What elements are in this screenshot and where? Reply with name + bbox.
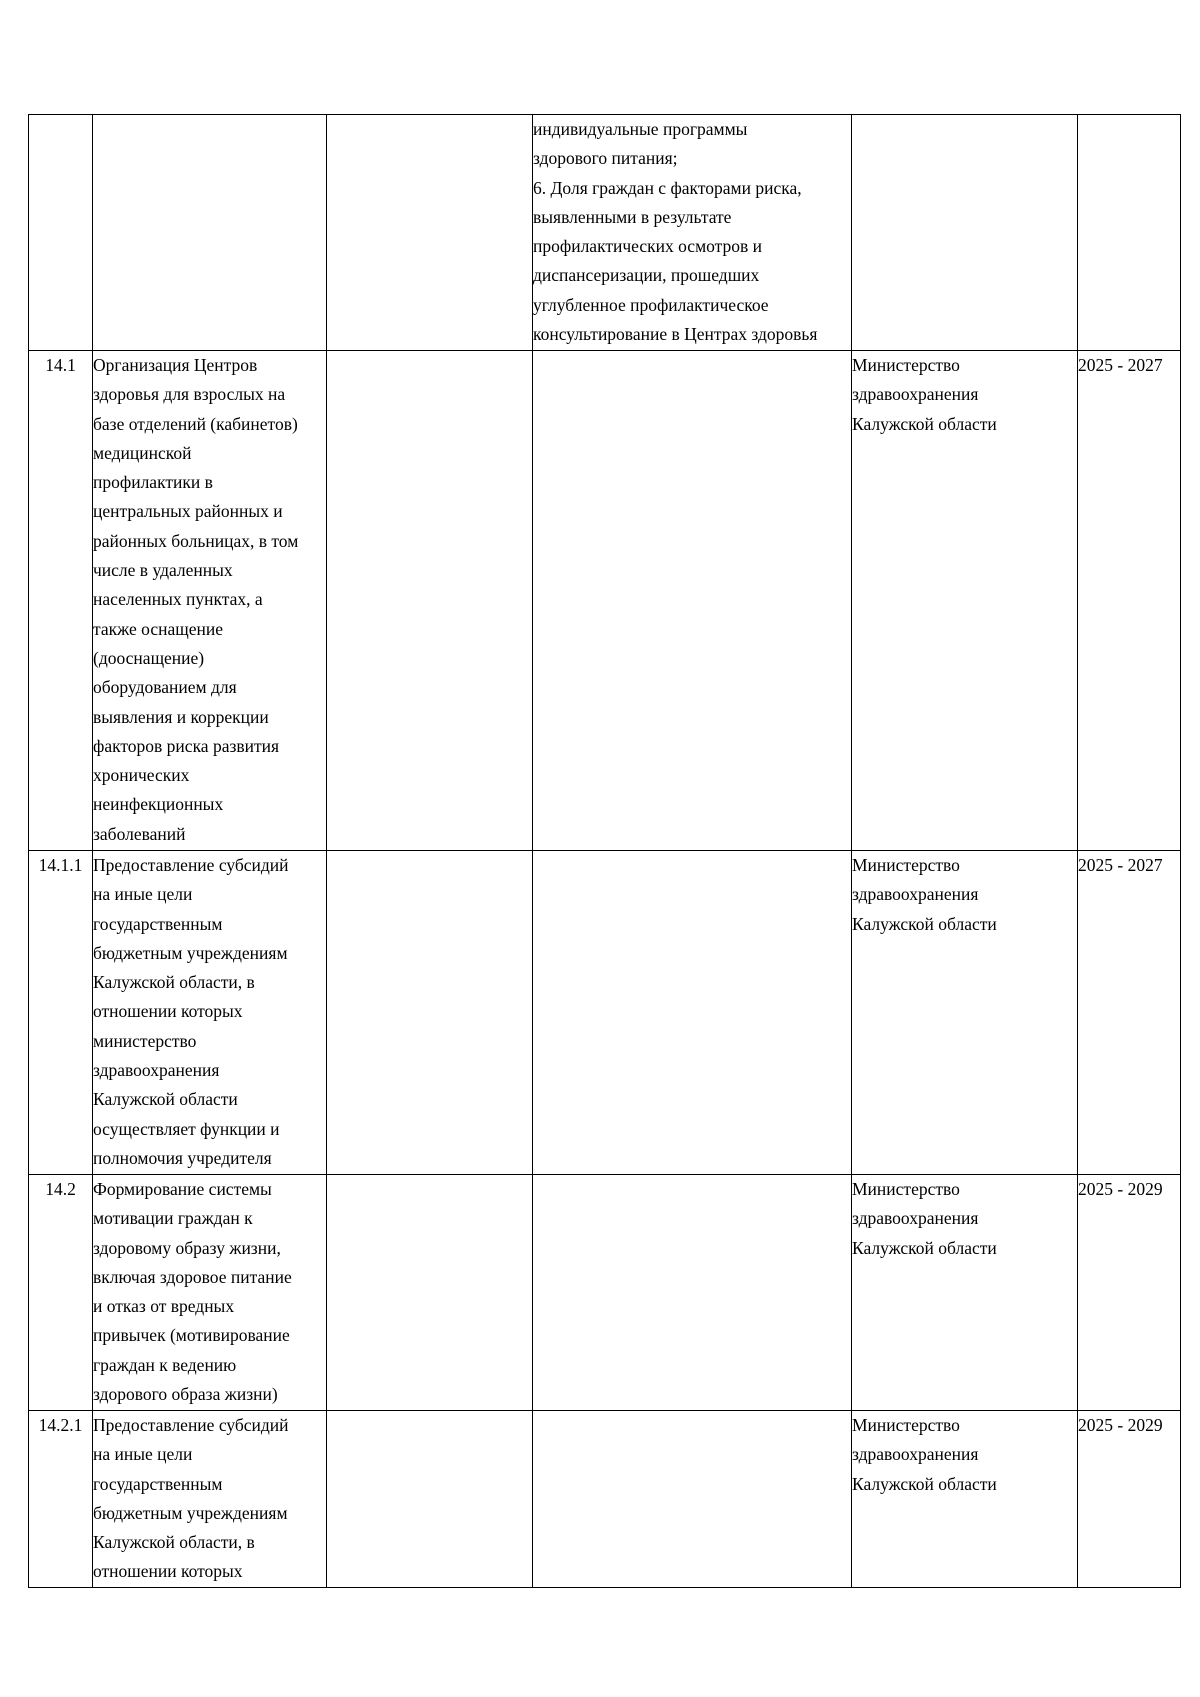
measure-name-line: оборудованием для: [93, 677, 237, 698]
measure-name-line: отношении которых: [93, 1561, 243, 1582]
measure-name-cell: [93, 1175, 327, 1411]
measure-name-line: факторов риска развития: [93, 735, 280, 756]
indicator-text-line: здорового питания;: [533, 148, 678, 169]
measure-name-line: профилактики в: [93, 472, 213, 493]
measure-name-line: здорового образа жизни): [93, 1384, 278, 1405]
measure-name-line: районных больницах, в том: [93, 530, 299, 551]
period-cell: [1078, 851, 1181, 1175]
indicator-text-line: выявленными в результате: [533, 206, 732, 227]
table-row: [29, 1175, 1181, 1411]
measure-name-line: выявления и коррекции: [93, 706, 269, 727]
row-number-cell: [29, 351, 93, 851]
responsible-line: Министерство: [852, 1179, 960, 1199]
responsible-line: Калужской области: [852, 413, 997, 434]
indicator-cell: [533, 351, 852, 851]
indicator-text-line: 6. Доля граждан с факторами риска,: [533, 177, 802, 198]
responsible-cell: [852, 851, 1078, 1175]
row-number: 14.2.1: [38, 1415, 83, 1435]
period-text: 2025 - 2029: [1078, 1179, 1163, 1199]
measure-name-line: хронических: [93, 765, 190, 786]
empty-cell: [327, 351, 533, 851]
indicator-cell: [533, 115, 852, 351]
empty-cell: [327, 115, 533, 351]
measure-name-line: бюджетным учреждениям: [93, 1502, 288, 1523]
responsible-line: здравоохранения: [852, 1208, 979, 1229]
measure-name-line: центральных районных и: [93, 501, 283, 522]
indicator-text-line: консультирование в Центрах здоровья: [533, 324, 818, 345]
responsible-line: здравоохранения: [852, 884, 979, 905]
empty-cell: [327, 1411, 533, 1588]
measure-name-line: здоровья для взрослых на: [93, 384, 286, 405]
measure-name-cell: [93, 351, 327, 851]
measure-name-line: Калужской области, в: [93, 1532, 255, 1553]
empty-cell: [327, 851, 533, 1175]
indicator-cell: [533, 851, 852, 1175]
measure-name-line: заболеваний: [93, 823, 186, 844]
measure-name-line: населенных пунктах, а: [93, 589, 263, 610]
table-body: [29, 115, 1181, 1588]
measure-name-line: привычек (мотивирование: [93, 1325, 290, 1346]
measure-name-line: медицинской: [93, 442, 192, 463]
indicator-text-line: диспансеризации, прошедших: [533, 265, 760, 286]
measure-name-line: государственным: [93, 913, 223, 934]
row-number: 14.2: [45, 1179, 76, 1199]
measure-name-line: полномочия учредителя: [93, 1147, 272, 1168]
responsible-cell: [852, 351, 1078, 851]
row-number-cell: [29, 1175, 93, 1411]
responsible-cell: [852, 1411, 1078, 1588]
measure-name-line: мотивации граждан к: [93, 1208, 253, 1229]
measure-name-line: на иные цели: [93, 884, 193, 905]
indicator-text-line: индивидуальные программы: [533, 119, 748, 139]
responsible-line: Министерство: [852, 1415, 960, 1435]
indicator-cell: [533, 1411, 852, 1588]
period-text: 2025 - 2027: [1078, 855, 1163, 875]
measure-name-line: и отказ от вредных: [93, 1296, 235, 1317]
responsible-line: здравоохранения: [852, 1444, 979, 1465]
measure-name-line: государственным: [93, 1473, 223, 1494]
empty-cell: [327, 1175, 533, 1411]
measure-name-line: Предоставление субсидий: [93, 1415, 289, 1435]
responsible-line: здравоохранения: [852, 384, 979, 405]
measure-name-line: также оснащение: [93, 618, 223, 639]
responsible-line: Министерство: [852, 855, 960, 875]
measure-name-line: граждан к ведению: [93, 1354, 237, 1375]
measure-name-line: Формирование системы: [93, 1179, 272, 1199]
measure-name-line: включая здоровое питание: [93, 1266, 292, 1287]
measure-name-line: министерство: [93, 1030, 197, 1051]
measure-name-line: базе отделений (кабинетов): [93, 413, 298, 434]
period-cell: [1078, 1411, 1181, 1588]
period-cell: [1078, 115, 1181, 351]
measure-name-line: Предоставление субсидий: [93, 855, 289, 875]
measure-name-cell: [93, 851, 327, 1175]
table-row: [29, 115, 1181, 351]
measure-name-line: (дооснащение): [93, 647, 205, 668]
row-number: 14.1.1: [38, 855, 83, 875]
measure-name-line: Калужской области: [93, 1089, 238, 1110]
measure-name-line: числе в удаленных: [93, 560, 233, 581]
measure-name-line: Организация Центров: [93, 355, 258, 375]
table-row: [29, 351, 1181, 851]
measure-name-line: отношении которых: [93, 1001, 243, 1022]
indicator-cell: [533, 1175, 852, 1411]
measure-name-cell: [93, 1411, 327, 1588]
measure-name-line: на иные цели: [93, 1444, 193, 1465]
measures-table: [28, 114, 1181, 1588]
responsible-cell: [852, 115, 1078, 351]
measure-name-line: бюджетным учреждениям: [93, 942, 288, 963]
responsible-cell: [852, 1175, 1078, 1411]
table-row: [29, 1411, 1181, 1588]
measure-name-line: здоровому образу жизни,: [93, 1237, 281, 1258]
period-cell: [1078, 351, 1181, 851]
indicator-text-line: углубленное профилактическое: [533, 294, 769, 315]
measure-name-cell: [93, 115, 327, 351]
measure-name-line: Калужской области, в: [93, 972, 255, 993]
period-text: 2025 - 2029: [1078, 1415, 1163, 1435]
row-number-cell: [29, 1411, 93, 1588]
row-number: 14.1: [45, 355, 76, 375]
row-number-cell: [29, 851, 93, 1175]
table-row: [29, 851, 1181, 1175]
measure-name-line: здравоохранения: [93, 1060, 220, 1081]
responsible-line: Калужской области: [852, 1237, 997, 1258]
row-number-cell: [29, 115, 93, 351]
responsible-line: Калужской области: [852, 913, 997, 934]
responsible-line: Министерство: [852, 355, 960, 375]
period-text: 2025 - 2027: [1078, 355, 1163, 375]
period-cell: [1078, 1175, 1181, 1411]
measure-name-line: неинфекционных: [93, 794, 224, 815]
indicator-text-line: профилактических осмотров и: [533, 236, 763, 257]
responsible-line: Калужской области: [852, 1473, 997, 1494]
measure-name-line: осуществляет функции и: [93, 1118, 280, 1139]
